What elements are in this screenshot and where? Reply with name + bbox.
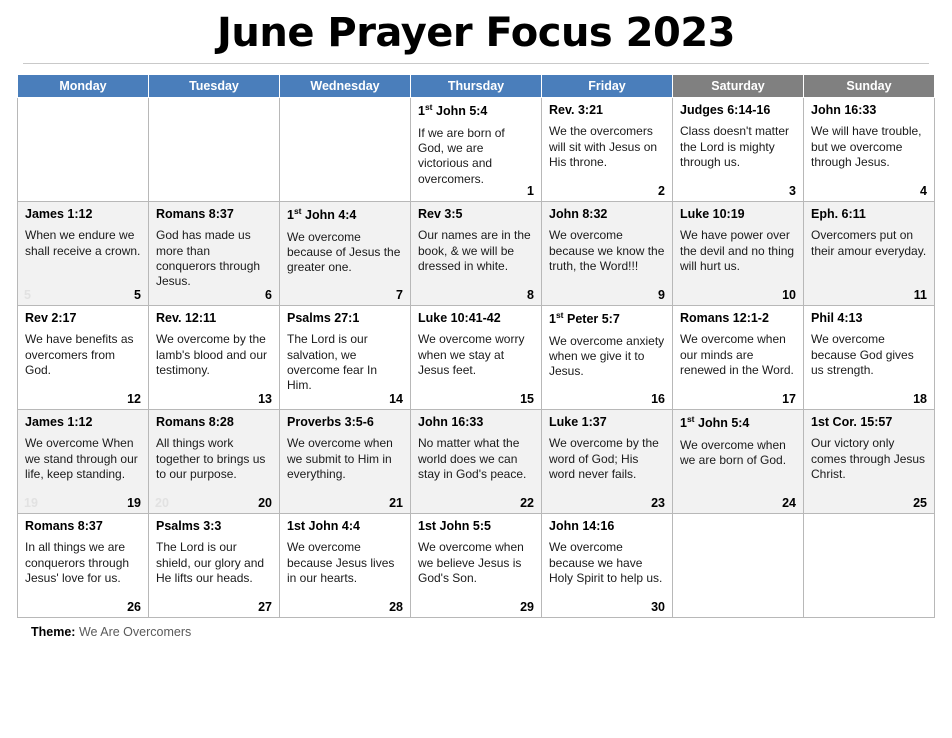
day-number: 14 [389, 392, 403, 406]
calendar-cell-day [673, 410, 804, 514]
column-header-saturday: Saturday [673, 75, 804, 98]
day-number: 10 [782, 288, 796, 302]
devotional-text: We overcome when we believe Jesus is God's Son. [418, 540, 524, 586]
scripture-reference: James 1:12 [25, 207, 93, 221]
scripture-reference: 1st John 5:5 [418, 519, 491, 533]
calendar-cell-day [411, 202, 542, 306]
calendar-cell-day [411, 98, 542, 202]
devotional-text: We overcome by the word of God; His word never fails. [549, 436, 659, 482]
devotional-text: We have benefits as overcomers from God. [25, 332, 134, 378]
calendar-cell-empty [673, 514, 804, 618]
calendar-container [17, 74, 935, 618]
devotional-text: If we are born of God, we are victorious and overcomers. [418, 125, 505, 186]
calendar-cell-day [542, 410, 673, 514]
devotional-text: No matter what the world does we can stay in God's peace. [418, 436, 527, 482]
calendar-cell-day [673, 202, 804, 306]
calendar-cell-day [18, 306, 149, 410]
calendar-week-row [18, 410, 935, 514]
calendar-cell-empty [804, 514, 935, 618]
calendar-cell-day [542, 514, 673, 618]
calendar-cell-day [280, 514, 411, 618]
calendar-cell-day [280, 410, 411, 514]
day-number: 22 [520, 496, 534, 510]
day-number: 26 [127, 600, 141, 614]
calendar-cell-day [280, 202, 411, 306]
scripture-reference: Psalms 27:1 [287, 311, 360, 325]
devotional-text: We have power over the devil and no thing will hurt us. [680, 228, 795, 274]
scripture-reference: 1st John 5:4 [418, 102, 488, 119]
calendar-cell-day [542, 306, 673, 410]
devotional-text: We will have trouble, but we overcome through Jesus. [811, 124, 922, 170]
devotional-text: We overcome anxiety when we give it to Jesus. [549, 333, 665, 379]
calendar-week-row [18, 306, 935, 410]
scripture-reference: Romans 8:37 [25, 519, 103, 533]
scripture-reference: John 16:33 [811, 103, 877, 117]
scripture-reference: Luke 10:19 [680, 207, 745, 221]
column-header-friday: Friday [542, 75, 673, 98]
scripture-reference: Proverbs 3:5-6 [287, 415, 374, 429]
devotional-text: When we endure we shall receive a crown. [25, 228, 141, 258]
day-number: 2 [658, 184, 665, 198]
day-number: 3 [789, 184, 796, 198]
day-number: 12 [127, 392, 141, 406]
calendar-cell-day [673, 306, 804, 410]
calendar-cell-day [18, 410, 149, 514]
day-number: 23 [651, 496, 665, 510]
devotional-text: Our names are in the book, & we will be dressed in white. [418, 228, 531, 274]
devotional-text: Overcomers put on their amour everyday. [811, 228, 927, 258]
scripture-reference: Romans 8:28 [156, 415, 234, 429]
devotional-text: We overcome When we stand through our life, keep standing. [25, 436, 138, 482]
calendar-cell-empty [18, 98, 149, 202]
devotional-text: We overcome when our minds are renewed in the Word. [680, 332, 794, 378]
scripture-reference: Romans 12:1-2 [680, 311, 769, 325]
day-number: 4 [920, 184, 927, 198]
calendar-cell-day [804, 98, 935, 202]
devotional-text: We overcome by the lamb's blood and our testimony. [156, 332, 268, 378]
scripture-reference: John 14:16 [549, 519, 615, 533]
calendar-cell-day [542, 98, 673, 202]
calendar-week-row [18, 202, 935, 306]
column-header-monday: Monday [18, 75, 149, 98]
calendar-cell-day [804, 306, 935, 410]
calendar-table [17, 74, 935, 618]
day-number: 24 [782, 496, 796, 510]
calendar-cell-day [411, 306, 542, 410]
calendar-week-row [18, 98, 935, 202]
calendar-body [18, 98, 935, 618]
scripture-reference: Phil 4:13 [811, 311, 863, 325]
devotional-text: We overcome because we know the truth, the Word!!! [549, 228, 665, 274]
day-number: 21 [389, 496, 403, 510]
calendar-cell-day [542, 202, 673, 306]
devotional-text: We overcome because Jesus lives in our hearts. [287, 540, 395, 586]
devotional-text: We overcome worry when we stay at Jesus feet. [418, 332, 525, 378]
calendar-cell-day [280, 306, 411, 410]
calendar-cell-day [149, 202, 280, 306]
day-number: 16 [651, 392, 665, 406]
scripture-reference: James 1:12 [25, 415, 93, 429]
devotional-text: All things work together to brings us to our purpose. [156, 436, 266, 482]
devotional-text: We overcome because of Jesus the greater one. [287, 229, 401, 275]
devotional-text: The Lord is our salvation, we overcome fear In Him. [287, 332, 378, 393]
calendar-cell-day [411, 514, 542, 618]
devotional-text: In all things we are conquerors through Jesus' love for us. [25, 540, 130, 586]
faint-day-number: 20 [155, 496, 169, 510]
page-title: June Prayer Focus 2023 [217, 10, 735, 56]
scripture-reference: 1st Cor. 15:57 [811, 415, 893, 429]
theme-footer [17, 625, 935, 639]
calendar-cell-day [18, 202, 149, 306]
scripture-reference: Romans 8:37 [156, 207, 234, 221]
day-number: 28 [389, 600, 403, 614]
scripture-reference: Rev 3:5 [418, 207, 463, 221]
devotional-text: Our victory only comes through Jesus Christ. [811, 436, 926, 482]
scripture-reference: 1st John 4:4 [287, 519, 360, 533]
calendar-cell-empty [280, 98, 411, 202]
devotional-text: We overcome when we are born of God. [680, 437, 787, 467]
devotional-text: We overcome when we submit to Him in everything. [287, 436, 393, 482]
theme-label: Theme: [31, 625, 76, 639]
column-header-tuesday: Tuesday [149, 75, 280, 98]
devotional-text: We overcome because we have Holy Spirit to help us. [549, 540, 663, 586]
calendar-cell-day [804, 410, 935, 514]
devotional-text: God has made us more than conquerors through Jesus. [156, 228, 261, 289]
day-number: 8 [527, 288, 534, 302]
calendar-cell-day [673, 98, 804, 202]
theme-value: We Are Overcomers [78, 625, 192, 639]
scripture-reference: 1st John 5:4 [680, 414, 750, 431]
day-number: 1 [527, 184, 534, 198]
calendar-cell-day [149, 514, 280, 618]
calendar-week-row [18, 514, 935, 618]
column-header-wednesday: Wednesday [280, 75, 411, 98]
calendar-header-row [18, 75, 935, 98]
day-number: 20 [258, 496, 272, 510]
scripture-reference: Luke 10:41-42 [418, 311, 501, 325]
scripture-reference: 1st Peter 5:7 [549, 310, 620, 327]
scripture-reference: John 8:32 [549, 207, 608, 221]
scripture-reference: Judges 6:14-16 [680, 103, 771, 117]
scripture-reference: Rev. 3:21 [549, 103, 603, 117]
scripture-reference: Psalms 3:3 [156, 519, 222, 533]
devotional-text: We overcome because God gives us strength. [811, 332, 914, 378]
scripture-reference: Rev. 12:11 [156, 311, 217, 325]
column-header-sunday: Sunday [804, 75, 935, 98]
calendar-cell-day [149, 410, 280, 514]
scripture-reference: Rev 2:17 [25, 311, 77, 325]
day-number: 13 [258, 392, 272, 406]
devotional-text: The Lord is our shield, our glory and He lifts our heads. [156, 540, 265, 586]
scripture-reference: Eph. 6:11 [811, 207, 866, 221]
day-number: 18 [913, 392, 927, 406]
calendar-cell-day [149, 306, 280, 410]
title-divider [23, 62, 929, 64]
day-number: 17 [782, 392, 796, 406]
day-number: 29 [520, 600, 534, 614]
scripture-reference: Luke 1:37 [549, 415, 607, 429]
day-number: 15 [520, 392, 534, 406]
calendar-cell-day [804, 202, 935, 306]
scripture-reference: 1st John 4:4 [287, 206, 357, 223]
day-number: 11 [913, 288, 927, 302]
scripture-reference: John 16:33 [418, 415, 484, 429]
day-number: 19 [127, 496, 141, 510]
devotional-text: We the overcomers will sit with Jesus on His throne. [549, 124, 658, 170]
day-number: 27 [258, 600, 272, 614]
column-header-thursday: Thursday [411, 75, 542, 98]
faint-day-number: 5 [24, 288, 31, 302]
day-number: 9 [658, 288, 665, 302]
faint-day-number: 19 [24, 496, 38, 510]
day-number: 7 [396, 288, 403, 302]
day-number: 6 [265, 288, 272, 302]
calendar-cell-day [411, 410, 542, 514]
devotional-text: Class doesn't matter the Lord is mighty through us. [680, 124, 790, 170]
day-number: 30 [651, 600, 665, 614]
day-number: 25 [913, 496, 927, 510]
calendar-cell-empty [149, 98, 280, 202]
day-number: 5 [134, 288, 141, 302]
calendar-cell-day [18, 514, 149, 618]
